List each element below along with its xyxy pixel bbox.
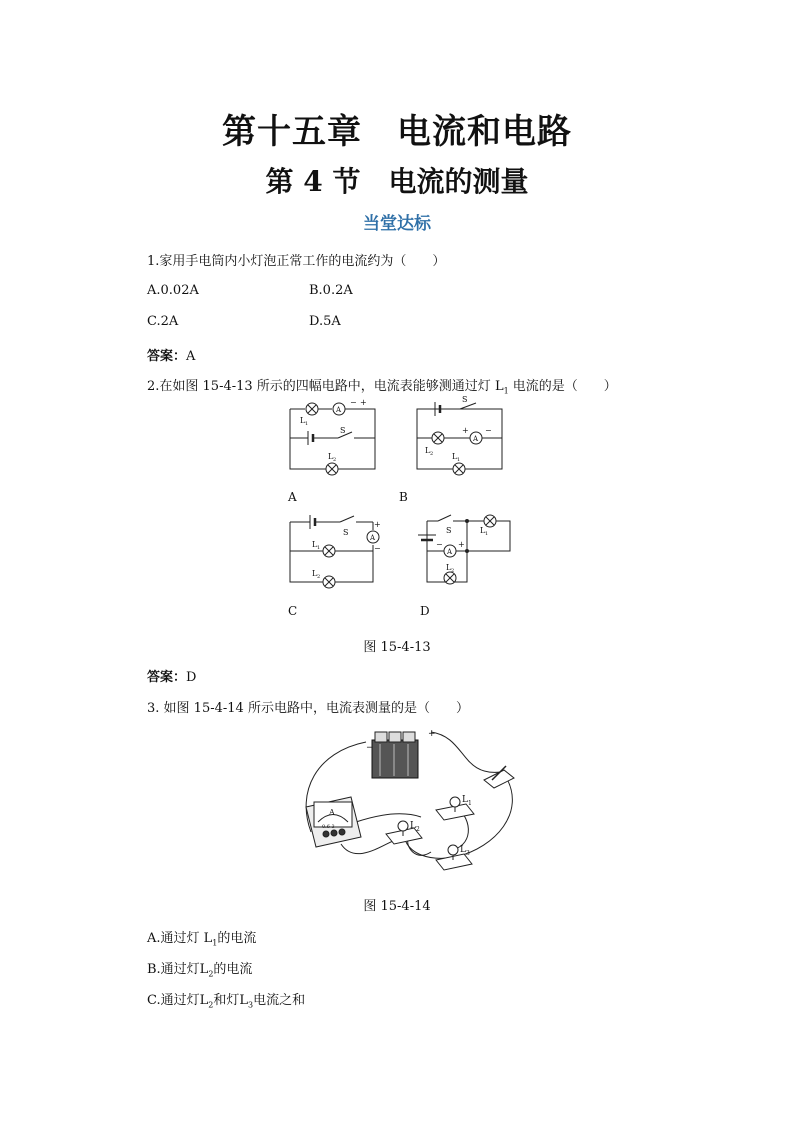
lamp-label: L — [312, 540, 318, 549]
minus-sign: − — [485, 426, 492, 435]
q1-answer — [147, 345, 195, 364]
minus-sign: − — [436, 540, 443, 549]
ammeter-label: A — [447, 548, 453, 556]
q2-stem-tail: 电流的是（ ） — [508, 379, 617, 394]
circuit-c — [290, 515, 379, 588]
lamp-subscript: 2 — [430, 451, 434, 457]
wire — [431, 732, 501, 772]
q3-option-b — [147, 958, 252, 979]
lamp-subscript: 2 — [333, 457, 337, 463]
lamp-subscript: 1 — [468, 800, 472, 807]
lamp-subscript: 3 — [466, 850, 470, 857]
option-text-tail: 电流之和 — [253, 993, 306, 1008]
battery-pack-icon — [372, 732, 418, 778]
lamp-subscript: 2 — [416, 826, 420, 833]
lamp-label: L — [328, 452, 334, 461]
lamp-label: L — [462, 795, 468, 805]
option-text-mid: 和灯L — [213, 993, 248, 1008]
ammeter-dial-label: A — [329, 808, 335, 817]
ammeter-device-icon — [306, 797, 361, 847]
answer-value: A — [186, 349, 196, 364]
option-subscript: 3 — [247, 1000, 254, 1010]
option-text: B.通过灯L — [147, 962, 209, 977]
lamp-label: L — [410, 821, 416, 831]
lamp-label: L — [446, 563, 452, 572]
lamp-subscript: 2 — [317, 574, 321, 580]
q2-answer — [147, 666, 196, 685]
ammeter-label: A — [370, 534, 376, 542]
lamp-subscript: 1 — [305, 421, 309, 427]
lamp-label: L — [480, 526, 486, 535]
minus-sign: − — [350, 398, 357, 407]
minus-sign: − — [366, 743, 374, 753]
lamp-label: L — [452, 452, 458, 461]
q1-stem: 1.家用手电筒内小灯泡正常工作的电流约为（ ） — [147, 254, 446, 269]
lamp-subscript: 2 — [451, 568, 455, 574]
option-subscript: 2 — [208, 1000, 214, 1010]
circuit-d — [418, 515, 510, 584]
circuit-label-c: C — [288, 604, 298, 618]
q2-stem-subscript: 1 — [503, 386, 509, 396]
switch-label: S — [343, 528, 349, 537]
answer-value: D — [186, 670, 197, 685]
plus-sign: + — [462, 426, 469, 435]
chapter-title: 第十五章 电流和电路 — [222, 112, 572, 152]
ammeter-scale: 0.6 3 — [322, 824, 335, 830]
circuit-b — [417, 402, 502, 475]
option-subscript: 2 — [208, 969, 214, 979]
q1-option-d: D.5A — [309, 314, 341, 329]
option-subscript: 1 — [212, 938, 218, 948]
answer-label: 答案： — [147, 670, 187, 685]
option-text-tail: 的电流 — [217, 931, 257, 946]
plus-sign: + — [374, 520, 381, 529]
answer-label: 答案： — [147, 349, 187, 364]
q3-option-c — [147, 989, 305, 1010]
q1-option-a: A.0.02A — [147, 283, 199, 298]
q1-option-b: B.0.2A — [309, 283, 353, 298]
lamp-l3-icon — [436, 845, 472, 870]
figure-caption-15-4-13: 图 15-4-13 — [363, 640, 431, 655]
switch-label: S — [340, 426, 346, 435]
option-text: C.通过灯L — [147, 993, 209, 1008]
lamp-label: L — [425, 446, 431, 455]
q2-stem-text: 2.在如图 15-4-13 所示的四幅电路中，电流表能够测通过灯 L — [147, 379, 504, 394]
q3-stem: 3. 如图 15-4-14 所示电路中，电流表测量的是（ ） — [147, 701, 469, 716]
lamp-subscript: 1 — [485, 531, 489, 537]
wire — [408, 840, 431, 855]
subsection-title: 当堂达标 — [363, 214, 431, 234]
circuit-illustration-15-4-14 — [296, 722, 526, 872]
switch-label: S — [446, 526, 452, 535]
lamp-label: L — [300, 416, 306, 425]
switch-label: S — [462, 395, 468, 404]
option-text: A.通过灯 L — [147, 931, 213, 946]
option-text-tail: 的电流 — [213, 962, 253, 977]
plus-sign: + — [428, 729, 436, 739]
q3-option-a — [147, 927, 256, 948]
lamp-subscript: 1 — [317, 545, 321, 551]
lamp-label: L — [312, 569, 318, 578]
plus-sign: + — [458, 540, 465, 549]
plus-sign: + — [360, 398, 367, 407]
wire — [341, 840, 396, 854]
ammeter-label: A — [336, 406, 342, 414]
section-title: 第 4 节 电流的测量 — [265, 165, 529, 198]
circuit-label-a: A — [288, 490, 297, 504]
circuit-label-b: B — [399, 490, 408, 504]
circuit-a — [290, 403, 375, 475]
figure-caption-15-4-14: 图 15-4-14 — [363, 899, 431, 914]
lamp-subscript: 1 — [457, 457, 461, 463]
minus-sign: − — [374, 544, 381, 553]
lamp-label: L — [460, 845, 466, 855]
q2-stem — [147, 375, 617, 396]
circuit-label-d: D — [420, 604, 430, 618]
ammeter-label: A — [473, 435, 479, 443]
q1-option-c: C.2A — [147, 314, 179, 329]
